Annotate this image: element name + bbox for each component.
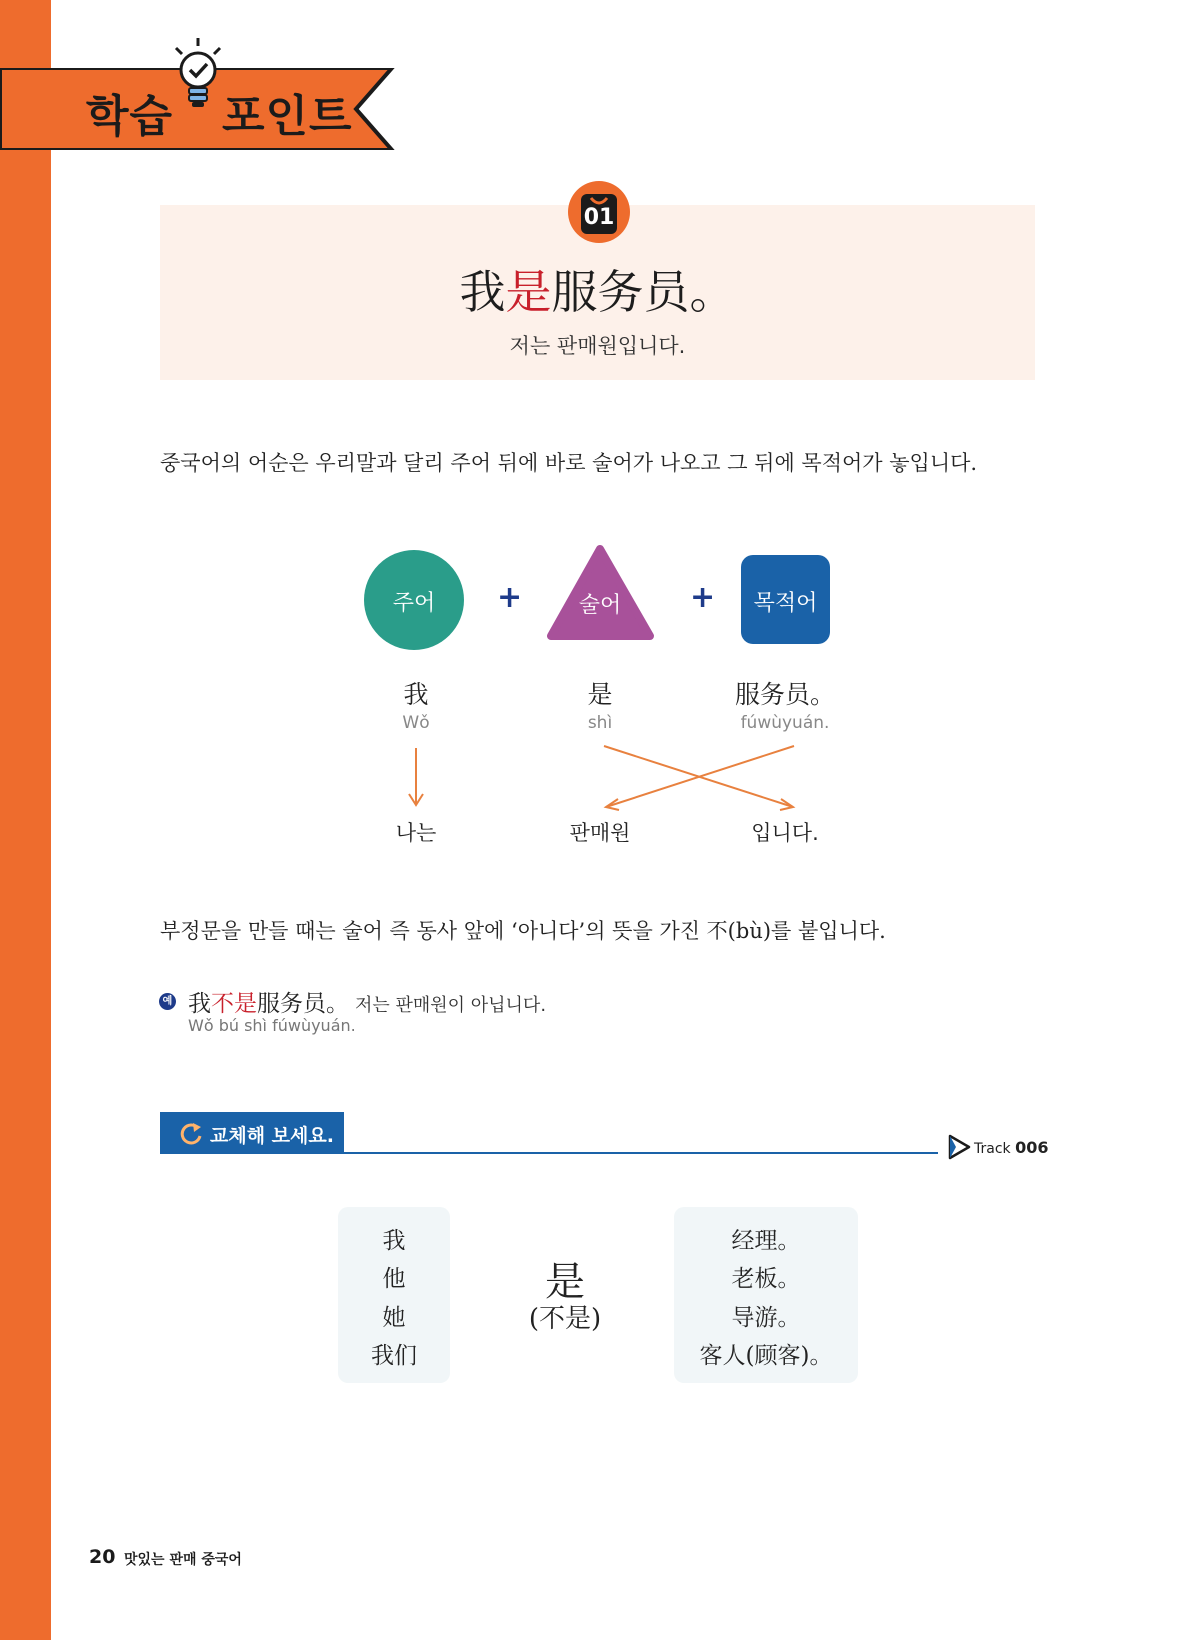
book-title: 맛있는 판매 중국어 (124, 1552, 242, 1568)
example-sentence (188, 985, 349, 1018)
substitution-left-item: 她 (382, 1305, 406, 1331)
object-label: 목적어 (753, 591, 818, 616)
example-translation: 저는 판매원이 아닙니다. (355, 995, 547, 1016)
subject-label: 주어 (392, 591, 436, 616)
diagram-word-subject-pinyin: Wǒ (402, 713, 430, 733)
diagram-word-predicate-pinyin: shì (587, 713, 613, 733)
pattern-sentence-part1: 我 (459, 265, 506, 319)
plus-icon: + (497, 580, 523, 615)
track-label[interactable] (974, 1138, 1049, 1157)
substitution-left-item: 我 (382, 1228, 406, 1254)
refresh-icon (178, 1119, 204, 1147)
diagram-word-object-pinyin: fúwùyuán. (740, 713, 830, 733)
substitution-middle-sub: (不是) (528, 1304, 602, 1334)
example-icon: 예 (159, 993, 176, 1010)
substitution-left-item: 我们 (371, 1343, 417, 1369)
header-title-part1: 학습 (86, 91, 174, 142)
substitution-right-item: 导游。 (731, 1305, 801, 1331)
plus-icon: + (690, 580, 716, 615)
diagram-word-object-ko: 입니다. (751, 821, 819, 845)
pattern-sentence-highlight: 是 (505, 265, 552, 319)
example-sentence-highlight: 不是 (211, 991, 257, 1017)
diagram-word-subject-cn: 我 (403, 680, 429, 709)
substitution-right-item: 客人(顾客)。 (699, 1343, 833, 1369)
predicate-label: 술어 (578, 593, 622, 618)
diagram-word-predicate-ko: 판매원 (569, 821, 631, 845)
diagram-word-object-cn: 服务员。 (734, 680, 835, 709)
substitution-middle-main: 是 (545, 1259, 585, 1305)
substitution-left-item: 他 (382, 1266, 406, 1292)
pattern-translation: 저는 판매원입니다. (509, 334, 686, 358)
track-label-text: Track (974, 1141, 1011, 1157)
substitution-title: 교체해 보세요. (210, 1125, 334, 1147)
diagram-word-subject-ko: 나는 (395, 821, 437, 845)
substitution-right-item: 经理。 (731, 1228, 801, 1254)
pattern-number: 01 (583, 205, 615, 230)
play-track-icon[interactable] (947, 1134, 971, 1160)
example-pinyin: Wǒ bú shì fúwùyuán. (188, 1016, 356, 1035)
diagram-word-predicate-cn: 是 (587, 680, 613, 709)
substitution-divider (344, 1152, 938, 1154)
pattern-sentence-part2: 服务员。 (551, 265, 736, 319)
header-title-part2: 포인트 (222, 91, 353, 142)
explanation-paragraph-2: 부정문을 만들 때는 술어 즉 동사 앞에 ‘아니다’의 뜻을 가진 不(bù)를 붙입니다. (160, 919, 886, 943)
example-sentence-part1: 我 (188, 991, 211, 1017)
substitution-right-item: 老板。 (731, 1266, 801, 1292)
page-number: 20 (89, 1546, 116, 1568)
explanation-paragraph-1: 중국어의 어순은 우리말과 달리 주어 뒤에 바로 술어가 나오고 그 뒤에 목적어가 놓입니다. (160, 451, 978, 475)
track-number: 006 (1015, 1138, 1049, 1157)
example-sentence-part2: 服务员。 (257, 991, 349, 1017)
